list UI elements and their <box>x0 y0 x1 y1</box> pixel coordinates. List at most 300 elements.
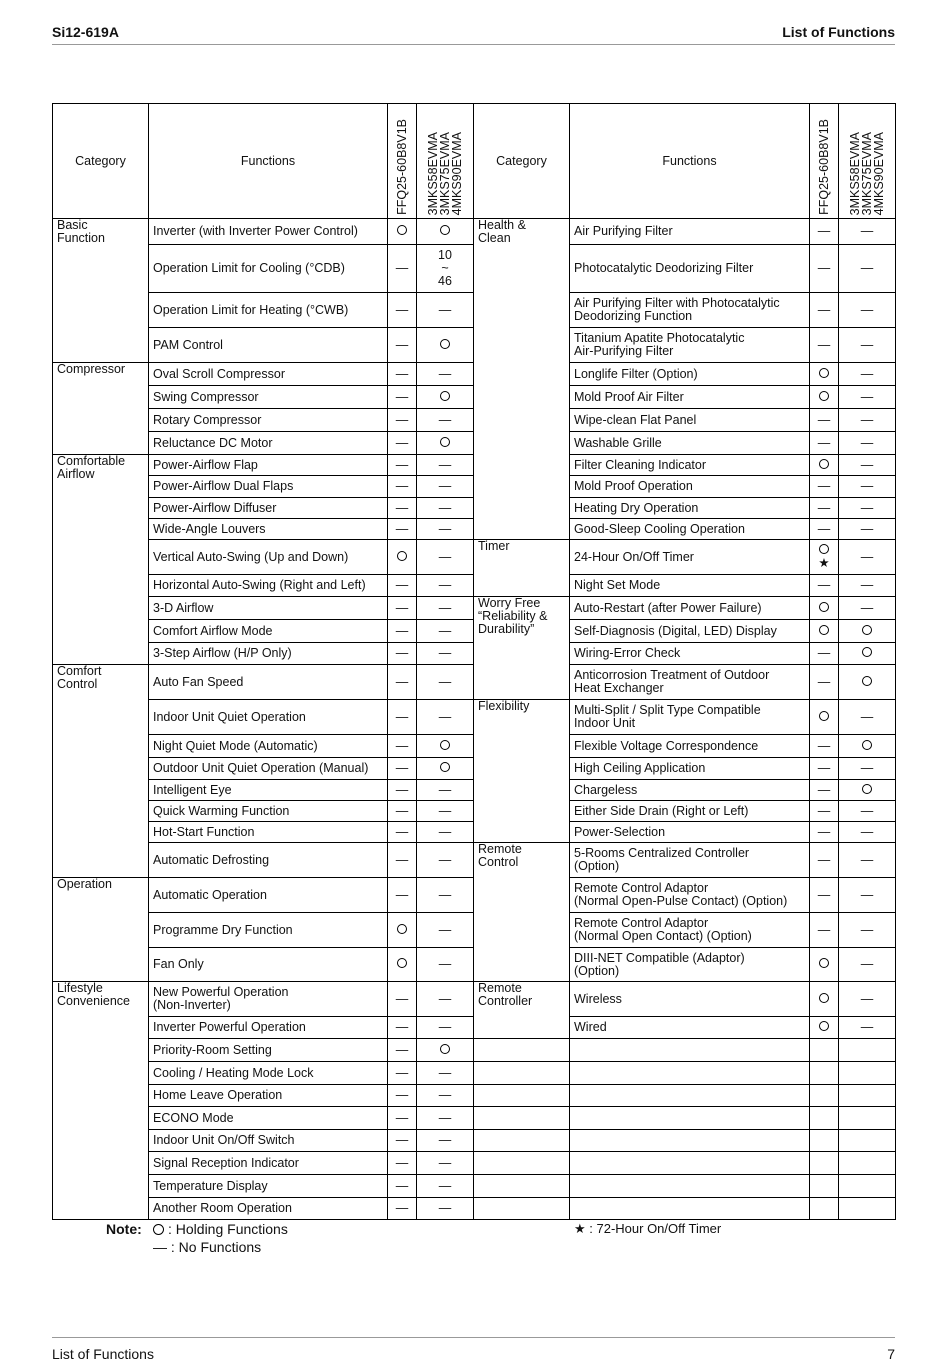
function-cell: Heating Dry Operation <box>570 498 810 519</box>
category-cell <box>474 1062 570 1085</box>
no-function-mark: — <box>388 735 417 758</box>
model1-header: FFQ25-60B8V1B <box>388 104 417 219</box>
holding-mark <box>810 948 839 982</box>
note-none: — : No Functions <box>153 1239 262 1255</box>
no-function-mark: — <box>417 1152 474 1175</box>
category-cell <box>474 1085 570 1107</box>
function-cell: Quick Warming Function <box>149 801 388 822</box>
function-cell <box>570 1107 810 1130</box>
function-cell: Reluctance DC Motor <box>149 432 388 455</box>
circle-icon <box>397 225 407 235</box>
star-icon: ★ <box>818 556 830 570</box>
function-cell <box>570 1152 810 1175</box>
function-cell: Another Room Operation <box>149 1198 388 1220</box>
circle-icon <box>440 1044 450 1054</box>
no-function-mark: — <box>388 328 417 363</box>
circle-icon <box>862 676 872 686</box>
no-function-mark: — <box>417 1085 474 1107</box>
circle-icon <box>862 784 872 794</box>
no-function-mark: — <box>417 455 474 476</box>
no-function-mark: — <box>388 293 417 328</box>
no-function-mark: — <box>417 1017 474 1039</box>
holding-mark <box>417 386 474 409</box>
no-function-mark: — <box>839 822 896 843</box>
no-function-mark: — <box>839 982 896 1017</box>
functions-header: Functions <box>149 104 388 219</box>
no-function-mark: — <box>810 575 839 597</box>
table-row <box>53 1130 896 1152</box>
circle-icon <box>397 551 407 561</box>
no-function-mark: — <box>388 801 417 822</box>
no-function-mark: — <box>388 386 417 409</box>
no-function-mark: — <box>417 878 474 913</box>
function-cell: Power-Selection <box>570 822 810 843</box>
no-function-mark: — <box>810 293 839 328</box>
value-cell <box>810 1107 839 1130</box>
section-title: List of Functions <box>782 24 895 40</box>
table-row <box>53 540 896 575</box>
no-function-mark: — <box>417 665 474 700</box>
no-function-mark: — <box>388 982 417 1017</box>
no-function-mark: — <box>417 801 474 822</box>
no-function-mark: — <box>417 363 474 386</box>
no-function-mark: — <box>417 540 474 575</box>
function-cell: Wipe-clean Flat Panel <box>570 409 810 432</box>
function-cell: PAM Control <box>149 328 388 363</box>
no-function-mark: — <box>388 1085 417 1107</box>
circle-icon <box>819 368 829 378</box>
function-cell: Indoor Unit Quiet Operation <box>149 700 388 735</box>
function-cell: Inverter Powerful Operation <box>149 1017 388 1039</box>
circle-icon <box>440 339 450 349</box>
function-cell: Home Leave Operation <box>149 1085 388 1107</box>
function-cell: Photocatalytic Deodorizing Filter <box>570 245 810 293</box>
function-cell: 3-Step Airflow (H/P Only) <box>149 643 388 665</box>
no-function-mark: — <box>388 758 417 780</box>
category-header: Category <box>53 104 149 219</box>
circle-icon <box>819 993 829 1003</box>
circle-icon <box>862 647 872 657</box>
category-cell: Basic Function <box>53 219 149 363</box>
function-cell: Comfort Airflow Mode <box>149 620 388 643</box>
no-function-mark: — <box>388 643 417 665</box>
value-cell <box>810 1175 839 1198</box>
category-cell <box>474 1152 570 1175</box>
value-cell <box>810 1085 839 1107</box>
no-function-mark: — <box>388 780 417 801</box>
function-cell: Multi-Split / Split Type Compatible Indoor Unit <box>570 700 810 735</box>
no-function-mark: — <box>839 801 896 822</box>
no-function-mark: — <box>417 643 474 665</box>
no-function-mark: — <box>388 1130 417 1152</box>
function-cell: Oval Scroll Compressor <box>149 363 388 386</box>
category-cell <box>474 1198 570 1220</box>
function-cell: Night Set Mode <box>570 575 810 597</box>
function-cell: Remote Control Adaptor (Normal Open Contact) (Option) <box>570 913 810 948</box>
circle-icon <box>819 711 829 721</box>
function-cell: Swing Compressor <box>149 386 388 409</box>
no-function-mark: — <box>810 219 839 245</box>
circle-icon <box>819 958 829 968</box>
no-function-mark: — <box>839 409 896 432</box>
circle-icon <box>440 740 450 750</box>
function-cell: Wiring-Error Check <box>570 643 810 665</box>
function-cell: Power-Airflow Flap <box>149 455 388 476</box>
no-function-mark: — <box>417 575 474 597</box>
table-row <box>53 597 896 620</box>
value-cell <box>839 1107 896 1130</box>
function-cell: Outdoor Unit Quiet Operation (Manual) <box>149 758 388 780</box>
holding-mark <box>810 363 839 386</box>
no-function-mark: — <box>417 1175 474 1198</box>
function-cell <box>570 1175 810 1198</box>
table-row <box>53 700 896 735</box>
no-function-mark: — <box>839 293 896 328</box>
function-cell: Rotary Compressor <box>149 409 388 432</box>
category-cell: Remote Controller <box>474 982 570 1039</box>
circle-icon <box>440 391 450 401</box>
holding-mark <box>810 982 839 1017</box>
no-function-mark: — <box>417 476 474 498</box>
table-row <box>53 1107 896 1130</box>
no-function-mark: — <box>388 455 417 476</box>
category-cell: Worry Free “Reliability & Durability” <box>474 597 570 700</box>
no-function-mark: — <box>388 519 417 540</box>
holding-mark <box>839 780 896 801</box>
no-function-mark: — <box>810 843 839 878</box>
value-cell <box>810 1198 839 1220</box>
no-function-mark: — <box>810 498 839 519</box>
function-cell: Longlife Filter (Option) <box>570 363 810 386</box>
function-cell: Filter Cleaning Indicator <box>570 455 810 476</box>
no-function-mark: — <box>839 476 896 498</box>
function-cell: Intelligent Eye <box>149 780 388 801</box>
holding-mark <box>417 432 474 455</box>
no-function-mark: — <box>810 328 839 363</box>
function-cell: 3-D Airflow <box>149 597 388 620</box>
no-function-mark: — <box>388 498 417 519</box>
holding-mark <box>388 948 417 982</box>
no-function-mark: — <box>810 780 839 801</box>
no-function-mark: — <box>388 1198 417 1220</box>
function-cell: Good-Sleep Cooling Operation <box>570 519 810 540</box>
holding-mark <box>810 455 839 476</box>
function-cell: Auto-Restart (after Power Failure) <box>570 597 810 620</box>
function-cell: Programme Dry Function <box>149 913 388 948</box>
function-cell <box>570 1198 810 1220</box>
no-function-mark: — <box>839 575 896 597</box>
function-cell: Air Purifying Filter with Photocatalytic Deodorizing Function <box>570 293 810 328</box>
function-cell: Automatic Defrosting <box>149 843 388 878</box>
function-cell: 5-Rooms Centralized Controller (Option) <box>570 843 810 878</box>
table-row <box>53 219 896 245</box>
value-cell <box>839 1062 896 1085</box>
circle-icon <box>862 625 872 635</box>
function-cell: Mold Proof Air Filter <box>570 386 810 409</box>
category-cell: Health & Clean <box>474 219 570 540</box>
function-cell: Air Purifying Filter <box>570 219 810 245</box>
value-cell <box>839 1152 896 1175</box>
no-function-mark: — <box>388 843 417 878</box>
holding-mark <box>810 620 839 643</box>
no-function-mark: — <box>388 1175 417 1198</box>
model2-header: 3MKS58EVMA 3MKS75EVMA 4MKS90EVMA <box>417 104 474 219</box>
category-cell: Compressor <box>53 363 149 455</box>
no-function-mark: — <box>839 597 896 620</box>
function-cell: Hot-Start Function <box>149 822 388 843</box>
function-cell <box>570 1062 810 1085</box>
function-cell: Mold Proof Operation <box>570 476 810 498</box>
no-function-mark: — <box>839 455 896 476</box>
function-cell: Operation Limit for Cooling (°CDB) <box>149 245 388 293</box>
no-function-mark: — <box>388 476 417 498</box>
holding-mark-with-star <box>810 540 839 575</box>
no-function-mark: — <box>839 386 896 409</box>
function-cell: Self-Diagnosis (Digital, LED) Display <box>570 620 810 643</box>
function-cell: Horizontal Auto-Swing (Right and Left) <box>149 575 388 597</box>
circle-icon <box>862 740 872 750</box>
footer-rule <box>52 1337 895 1338</box>
holding-mark <box>839 643 896 665</box>
no-function-mark: — <box>417 409 474 432</box>
holding-mark <box>839 620 896 643</box>
no-function-mark: — <box>388 245 417 293</box>
table-row <box>53 1039 896 1062</box>
document-id: Si12-619A <box>52 24 119 40</box>
no-function-mark: — <box>417 913 474 948</box>
circle-icon <box>440 225 450 235</box>
no-function-mark: — <box>810 432 839 455</box>
functions-table <box>52 103 896 1220</box>
holding-mark <box>388 540 417 575</box>
no-function-mark: — <box>388 822 417 843</box>
category-cell <box>474 1107 570 1130</box>
no-function-mark: — <box>810 643 839 665</box>
no-function-mark: — <box>417 498 474 519</box>
no-function-mark: — <box>388 1039 417 1062</box>
circle-icon <box>397 958 407 968</box>
function-cell <box>570 1085 810 1107</box>
function-cell: Temperature Display <box>149 1175 388 1198</box>
table-row <box>53 1085 896 1107</box>
category-header: Category <box>474 104 570 219</box>
no-function-mark: — <box>810 665 839 700</box>
no-function-mark: — <box>839 363 896 386</box>
circle-icon <box>153 1224 164 1235</box>
no-function-mark: — <box>388 1062 417 1085</box>
model2-header: 3MKS58EVMA 3MKS75EVMA 4MKS90EVMA <box>839 104 896 219</box>
circle-icon <box>440 437 450 447</box>
no-function-mark: — <box>417 1130 474 1152</box>
function-cell: Auto Fan Speed <box>149 665 388 700</box>
circle-icon <box>397 924 407 934</box>
no-function-mark: — <box>839 758 896 780</box>
function-cell: Vertical Auto-Swing (Up and Down) <box>149 540 388 575</box>
category-cell: Remote Control <box>474 843 570 982</box>
value-cell: 10 ~ 46 <box>417 245 474 293</box>
function-cell: DIII-NET Compatible (Adaptor) (Option) <box>570 948 810 982</box>
no-function-mark: — <box>839 700 896 735</box>
category-cell: Comfort Control <box>53 665 149 878</box>
category-cell <box>474 1039 570 1062</box>
function-cell: Wired <box>570 1017 810 1039</box>
no-function-mark: — <box>388 432 417 455</box>
function-cell: Remote Control Adaptor (Normal Open-Pulse Contact) (Option) <box>570 878 810 913</box>
value-cell <box>810 1152 839 1175</box>
function-cell: New Powerful Operation (Non-Inverter) <box>149 982 388 1017</box>
function-cell: 24-Hour On/Off Timer <box>570 540 810 575</box>
no-function-mark: — <box>417 700 474 735</box>
function-cell: Flexible Voltage Correspondence <box>570 735 810 758</box>
holding-mark <box>810 597 839 620</box>
holding-mark <box>839 665 896 700</box>
no-function-mark: — <box>810 409 839 432</box>
footer-section: List of Functions <box>52 1346 154 1362</box>
function-cell: Signal Reception Indicator <box>149 1152 388 1175</box>
table-row <box>53 1152 896 1175</box>
holding-mark <box>839 735 896 758</box>
function-cell: Chargeless <box>570 780 810 801</box>
holding-mark <box>810 700 839 735</box>
no-function-mark: — <box>839 843 896 878</box>
category-cell <box>474 1130 570 1152</box>
value-cell <box>810 1062 839 1085</box>
note-holding: : Holding Functions <box>153 1221 288 1237</box>
holding-mark <box>417 1039 474 1062</box>
no-function-mark: — <box>839 432 896 455</box>
function-cell <box>570 1039 810 1062</box>
no-function-mark: — <box>417 1062 474 1085</box>
holding-mark <box>810 386 839 409</box>
no-function-mark: — <box>417 519 474 540</box>
function-cell: High Ceiling Application <box>570 758 810 780</box>
no-function-mark: — <box>388 597 417 620</box>
table-row <box>53 1175 896 1198</box>
no-function-mark: — <box>388 1107 417 1130</box>
value-cell <box>810 1039 839 1062</box>
no-function-mark: — <box>839 878 896 913</box>
holding-mark <box>810 1017 839 1039</box>
function-cell: Indoor Unit On/Off Switch <box>149 1130 388 1152</box>
no-function-mark: — <box>417 948 474 982</box>
no-function-mark: — <box>388 1017 417 1039</box>
circle-icon <box>819 544 829 554</box>
no-function-mark: — <box>839 948 896 982</box>
no-function-mark: — <box>810 913 839 948</box>
circle-icon <box>819 1021 829 1031</box>
table-header-row <box>53 104 896 219</box>
table-row <box>53 982 896 1017</box>
function-cell: Fan Only <box>149 948 388 982</box>
value-cell <box>810 1130 839 1152</box>
function-cell: Priority-Room Setting <box>149 1039 388 1062</box>
no-function-mark: — <box>810 735 839 758</box>
circle-icon <box>819 625 829 635</box>
no-function-mark: — <box>388 1152 417 1175</box>
value-cell <box>839 1039 896 1062</box>
no-function-mark: — <box>388 878 417 913</box>
no-function-mark: — <box>810 476 839 498</box>
holding-mark <box>388 913 417 948</box>
value-cell <box>839 1085 896 1107</box>
circle-icon <box>819 602 829 612</box>
holding-mark <box>417 219 474 245</box>
function-cell: Cooling / Heating Mode Lock <box>149 1062 388 1085</box>
no-function-mark: — <box>388 620 417 643</box>
no-function-mark: — <box>417 1107 474 1130</box>
category-cell: Lifestyle Convenience <box>53 982 149 1220</box>
no-function-mark: — <box>839 540 896 575</box>
no-function-mark: — <box>839 913 896 948</box>
function-cell: Titanium Apatite Photocatalytic Air-Purifying Filter <box>570 328 810 363</box>
no-function-mark: — <box>839 219 896 245</box>
holding-mark <box>417 328 474 363</box>
no-function-mark: — <box>839 328 896 363</box>
no-function-mark: — <box>839 519 896 540</box>
no-function-mark: — <box>839 1017 896 1039</box>
function-cell: Power-Airflow Diffuser <box>149 498 388 519</box>
table-row <box>53 1062 896 1085</box>
table-row <box>53 1198 896 1220</box>
no-function-mark: — <box>810 758 839 780</box>
function-cell <box>570 1130 810 1152</box>
function-cell: ECONO Mode <box>149 1107 388 1130</box>
category-cell: Comfortable Airflow <box>53 455 149 665</box>
no-function-mark: — <box>417 780 474 801</box>
no-function-mark: — <box>388 575 417 597</box>
circle-icon <box>440 762 450 772</box>
no-function-mark: — <box>417 1198 474 1220</box>
header-rule <box>52 44 895 45</box>
value-cell <box>839 1198 896 1220</box>
no-function-mark: — <box>417 597 474 620</box>
no-function-mark: — <box>810 822 839 843</box>
circle-icon <box>819 391 829 401</box>
table-row <box>53 843 896 878</box>
no-function-mark: — <box>388 700 417 735</box>
function-cell: Night Quiet Mode (Automatic) <box>149 735 388 758</box>
functions-header: Functions <box>570 104 810 219</box>
no-function-mark: — <box>810 801 839 822</box>
no-function-mark: — <box>388 363 417 386</box>
no-function-mark: — <box>388 409 417 432</box>
no-function-mark: — <box>417 620 474 643</box>
no-function-mark: — <box>810 245 839 293</box>
page-number: 7 <box>887 1346 895 1362</box>
no-function-mark: — <box>810 878 839 913</box>
note-star: ★ : 72-Hour On/Off Timer <box>574 1221 722 1236</box>
no-function-mark: — <box>388 665 417 700</box>
category-cell: Flexibility <box>474 700 570 843</box>
function-cell: Automatic Operation <box>149 878 388 913</box>
no-function-mark: — <box>417 293 474 328</box>
category-cell <box>474 1175 570 1198</box>
function-cell: Power-Airflow Dual Flaps <box>149 476 388 498</box>
value-cell <box>839 1175 896 1198</box>
function-cell: Anticorrosion Treatment of Outdoor Heat Exchanger <box>570 665 810 700</box>
function-cell: Operation Limit for Heating (°CWB) <box>149 293 388 328</box>
no-function-mark: — <box>417 843 474 878</box>
holding-mark <box>417 758 474 780</box>
category-cell: Operation <box>53 878 149 982</box>
holding-mark <box>388 219 417 245</box>
function-cell: Wide-Angle Louvers <box>149 519 388 540</box>
no-function-mark: — <box>810 519 839 540</box>
category-cell: Timer <box>474 540 570 597</box>
no-function-mark: — <box>839 245 896 293</box>
model1-header: FFQ25-60B8V1B <box>810 104 839 219</box>
no-function-mark: — <box>417 982 474 1017</box>
